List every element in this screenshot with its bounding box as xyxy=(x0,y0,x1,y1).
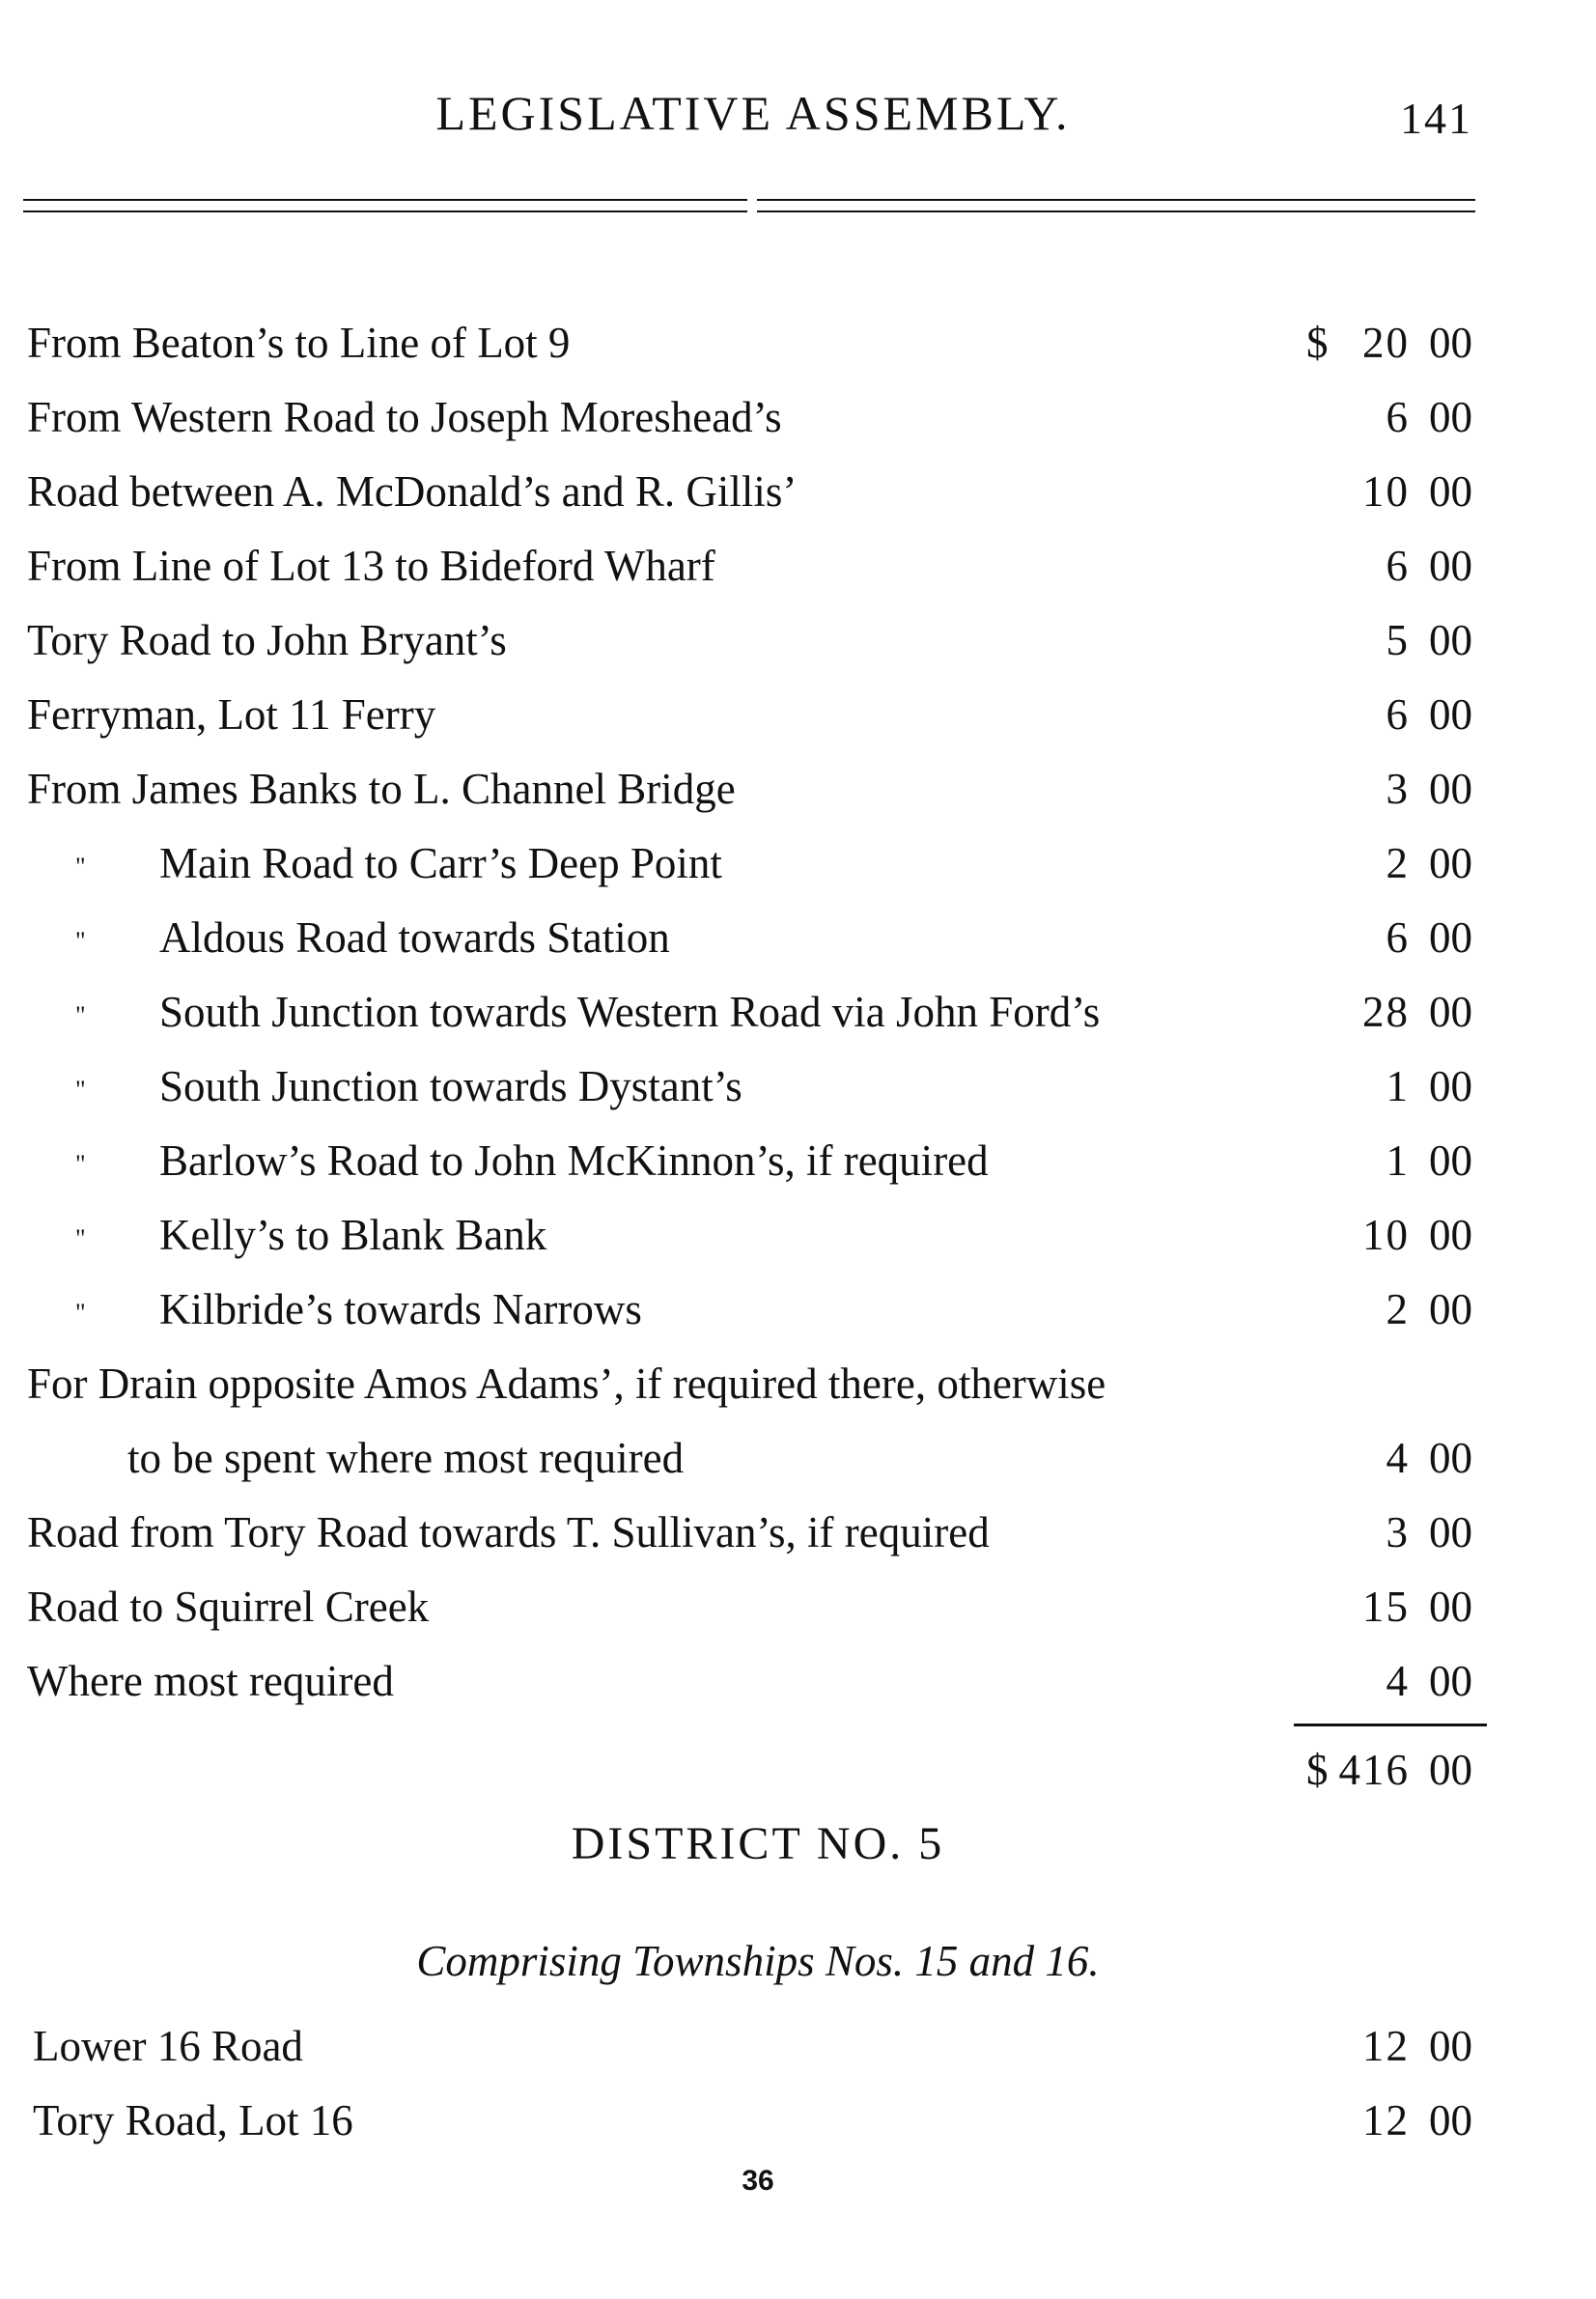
item-dollars: 4 xyxy=(1386,1657,1410,1705)
item-cents: 00 xyxy=(1429,1434,1472,1482)
ditto-mark: " xyxy=(75,927,86,955)
item-cents: 00 xyxy=(1429,839,1472,887)
total-rule xyxy=(1294,1724,1487,1726)
item-description: From James Banks to L. Channel Bridge xyxy=(27,765,736,813)
item-dollars: 2 xyxy=(1386,839,1410,887)
item-cents: 00 xyxy=(1429,1508,1472,1556)
item-row xyxy=(0,1499,1596,1566)
district-item-dollars: 12 xyxy=(1362,2096,1410,2145)
signature-mark: 36 xyxy=(742,2165,774,2197)
item-description: Tory Road to John Bryant’s xyxy=(27,616,507,664)
item-dollars: 1 xyxy=(1386,1136,1410,1185)
item-currency: $ xyxy=(1306,319,1329,367)
item-dollars: 3 xyxy=(1386,1508,1410,1556)
item-cents: 00 xyxy=(1429,1211,1472,1259)
item-row xyxy=(0,383,1596,451)
item-description: Road to Squirrel Creek xyxy=(27,1583,430,1631)
ditto-mark: " xyxy=(75,1001,86,1029)
item-cents: 00 xyxy=(1429,1657,1472,1705)
item-description: Where most required xyxy=(27,1657,394,1705)
ditto-mark: " xyxy=(75,1150,86,1178)
item-row xyxy=(0,309,1596,377)
item-description: Kilbride’s towards Narrows xyxy=(159,1285,642,1333)
total-cents: 00 xyxy=(1429,1746,1472,1794)
item-dollars: 10 xyxy=(1362,467,1410,516)
item-dollars: 15 xyxy=(1362,1583,1410,1631)
item-row xyxy=(0,978,1596,1046)
page-number: 141 xyxy=(1400,94,1472,143)
item-cents: 00 xyxy=(1429,319,1472,367)
district-item-row xyxy=(0,2087,1596,2154)
item-dollars: 6 xyxy=(1386,690,1410,739)
item-cents: 00 xyxy=(1429,393,1472,441)
item-cents: 00 xyxy=(1429,467,1472,516)
item-dollars: 1 xyxy=(1386,1062,1410,1110)
item-cents: 00 xyxy=(1429,1136,1472,1185)
item-description: Main Road to Carr’s Deep Point xyxy=(159,839,722,887)
item-description: Ferryman, Lot 11 Ferry xyxy=(27,690,436,739)
item-cents: 00 xyxy=(1429,913,1472,962)
district-subtitle: Comprising Townships Nos. 15 and 16. xyxy=(416,1937,1100,1985)
item-description: Kelly’s to Blank Bank xyxy=(159,1211,547,1259)
item-description: From Line of Lot 13 to Bideford Wharf xyxy=(27,542,715,590)
item-dollars: 4 xyxy=(1386,1434,1410,1482)
total-dollars: 416 xyxy=(1338,1746,1410,1794)
rule-break xyxy=(747,193,757,218)
item-cents: 00 xyxy=(1429,1062,1472,1110)
item-description: From Western Road to Joseph Moreshead’s xyxy=(27,393,782,441)
item-cents: 00 xyxy=(1429,616,1472,664)
item-row xyxy=(0,1424,1596,1492)
ditto-mark: " xyxy=(75,1299,86,1327)
item-cents: 00 xyxy=(1429,1285,1472,1333)
item-dollars: 2 xyxy=(1386,1285,1410,1333)
item-dollars: 6 xyxy=(1386,393,1410,441)
item-row xyxy=(0,458,1596,525)
item-row xyxy=(0,532,1596,600)
ditto-mark: " xyxy=(75,1076,86,1104)
item-description: Road between A. McDonald’s and R. Gillis’ xyxy=(27,467,798,516)
item-description: Road from Tory Road towards T. Sullivan’s, if required xyxy=(27,1508,990,1556)
item-row xyxy=(0,904,1596,971)
item-row xyxy=(0,1573,1596,1640)
item-row xyxy=(0,1276,1596,1343)
total-row xyxy=(0,1736,1596,1804)
district-item-dollars: 12 xyxy=(1362,2022,1410,2070)
item-row xyxy=(0,1647,1596,1715)
item-cents: 00 xyxy=(1429,542,1472,590)
district-item-description: Lower 16 Road xyxy=(33,2022,303,2070)
district-item-cents: 00 xyxy=(1429,2096,1472,2145)
ditto-mark: " xyxy=(75,853,86,881)
item-dollars: 5 xyxy=(1386,616,1410,664)
item-row xyxy=(0,606,1596,674)
item-row xyxy=(0,681,1596,748)
item-row xyxy=(0,1052,1596,1120)
item-description: Barlow’s Road to John McKinnon’s, if required xyxy=(159,1136,989,1185)
item-dollars: 6 xyxy=(1386,913,1410,962)
item-cents: 00 xyxy=(1429,1583,1472,1631)
item-cents: 00 xyxy=(1429,690,1472,739)
page-title: LEGISLATIVE ASSEMBLY. xyxy=(435,86,1071,140)
item-description: to be spent where most required xyxy=(127,1434,685,1482)
total-currency: $ xyxy=(1306,1746,1329,1794)
item-dollars: 10 xyxy=(1362,1211,1410,1259)
item-cents: 00 xyxy=(1429,988,1472,1036)
item-description: Aldous Road towards Station xyxy=(159,913,670,962)
item-dollars: 20 xyxy=(1362,319,1410,367)
district-item-row xyxy=(0,2012,1596,2080)
ditto-mark: " xyxy=(75,1224,86,1252)
item-description: South Junction towards Western Road via John Ford’s xyxy=(159,988,1101,1036)
item-row xyxy=(0,1350,1596,1417)
item-dollars: 3 xyxy=(1386,765,1410,813)
item-dollars: 28 xyxy=(1362,988,1410,1036)
item-row xyxy=(0,1127,1596,1194)
district-title: DISTRICT NO. 5 xyxy=(571,1818,945,1869)
district-item-cents: 00 xyxy=(1429,2022,1472,2070)
item-row xyxy=(0,1201,1596,1269)
district-item-description: Tory Road, Lot 16 xyxy=(33,2096,353,2145)
item-row xyxy=(0,755,1596,823)
item-description: From Beaton’s to Line of Lot 9 xyxy=(27,319,571,367)
item-description: South Junction towards Dystant’s xyxy=(159,1062,742,1110)
item-cents: 00 xyxy=(1429,765,1472,813)
item-description: For Drain opposite Amos Adams’, if required there, otherwise xyxy=(27,1360,1106,1408)
item-dollars: 6 xyxy=(1386,542,1410,590)
item-row xyxy=(0,829,1596,897)
